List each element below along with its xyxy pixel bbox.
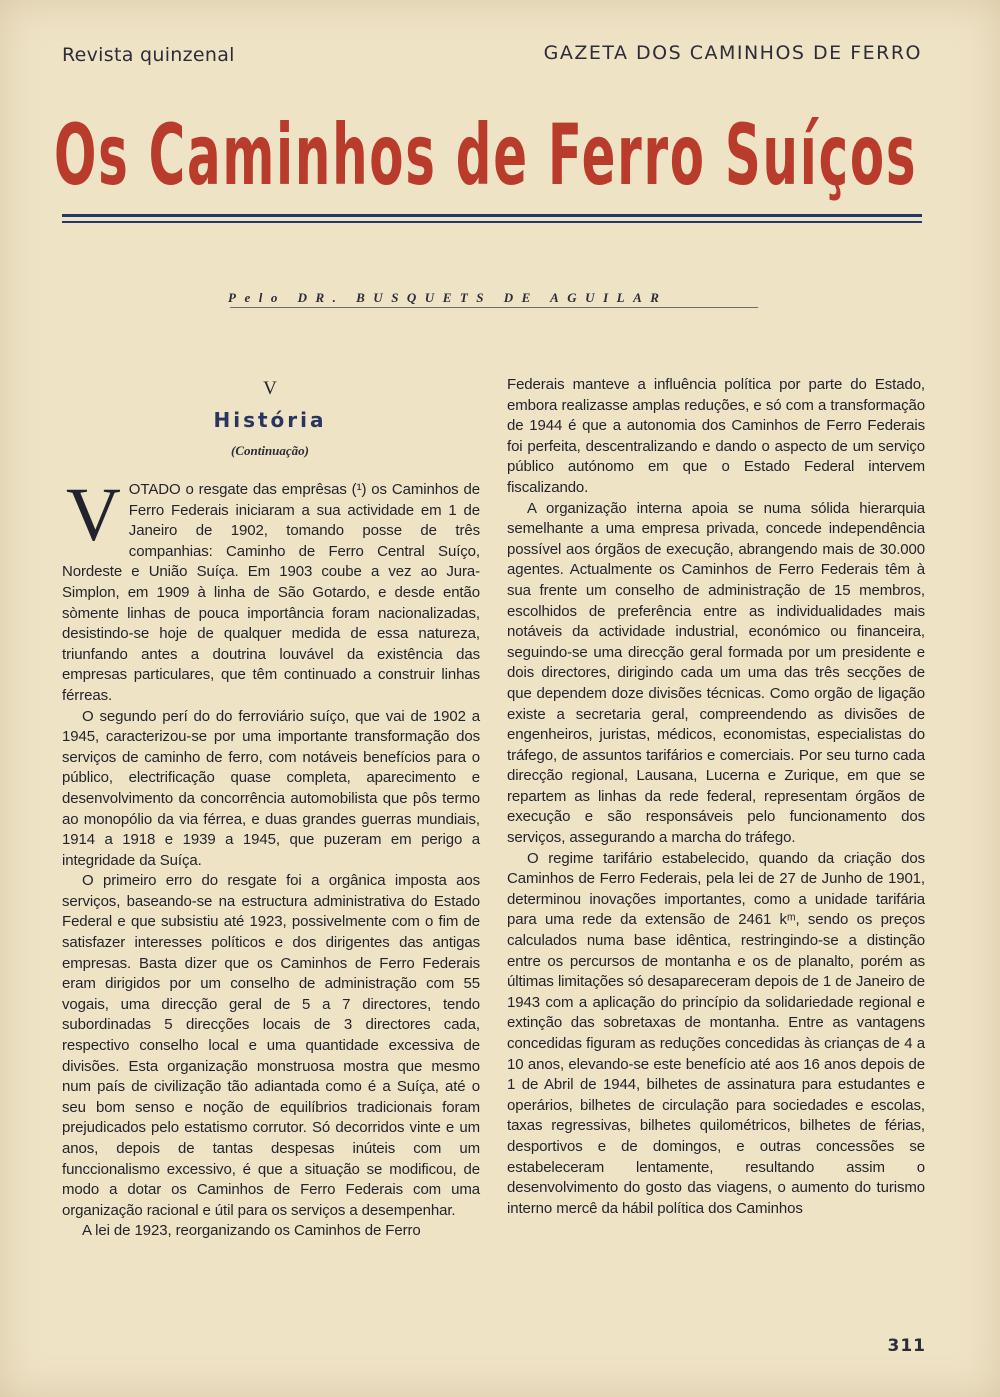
page-number: 311 xyxy=(887,1336,926,1356)
paragraph xyxy=(62,473,480,707)
section-number: V xyxy=(263,378,277,399)
section-subtitle: (Continuação) xyxy=(230,443,309,458)
paragraph: A organização interna apoia se numa sólida hierarquia semelhante a uma empresa privada, concede independência possível aos órgãos de execução, abrangendo mais de 30.000 agentes. Actualmente os Caminhos de Ferro Federais têm à sua frente um conselho de administração de 15 membros, escolhidos de preferência entre as individualidades mais notáveis da actividade industrial, económico ou financeira, seguindo-se uma direcção geral formada por um presidente e dois directores, dirigindo cada um uma das três secções de que dependem doze divisões técnicas. Como orgão de ligação existe a secretaria geral, compreendendo as divisões de engenheiros, juristas, médicos, economistas, especialistas do tráfego, de assuntos tarifários e comerciais. Por seu turno cada direcção regional, Lausana, Lucerna e Zurique, em que se repartem as linhas da rede federal, representam órgãos de execução e são responsáveis pelo funcionamento dos serviços, assegurando a marcha do tráfego. xyxy=(507,499,925,847)
title-rule-bottom xyxy=(62,221,922,223)
paragraph: O regime tarifário estabelecido, quando da criação dos Caminhos de Ferro Federais, pela lei de 27 de Junho de 1901, determinou inovações importantes, como a unidade tarifária para uma rede da extensão de 2461 kᵐ, sendo os preços calculados numa base idêntica, restringindo-se a distinção entre os percursos de montanha e os de planalto, porém as últimas limitações só desapareceram depois de 1 de Janeiro de 1943 com a aplicação do princípio da solidariedade regional e extinção das sobretaxas de montanha. Entre as vantagens concedidas figuram as reduções concedidas às crianças de 4 a 10 anos, elevando-se este benefício até aos 16 anos depois de 1 de Abril de 1944, bilhetes de assinatura para estudantes e operários, bilhetes de circulação para sociedades e escolas, taxas regressivas, bilhetes quilométricos, bilhetes de férias, desportivos e de domingos, e outras concessões se estabeleceram lentamente, resultando assim o desenvolvimento do gosto das viagens, o aumento do turismo interno mercê da hábil política dos Caminhos xyxy=(507,849,925,1217)
paragraph-text: OTADO o resgate das emprêsas (¹) os Caminhos de Ferro Federais iniciaram a sua actividade em 1 de Janeiro de 1902, tomando posse de três companhias: Caminho de Ferro Central Suíço, Nordeste e União Suíça. Em 1903 coube a vez ao Jura-Simplon, em 1909 à linha de São Gotardo, e desde então sòmente linhas de pouca importância foram nacionalizadas, desistindo-se hoje de qualquer medida de essa natureza, triunfando antes a doutrina louvável da existência das empresas particulares, que têm continuado a construir linhas férreas. xyxy=(62,481,480,704)
byline-rule xyxy=(230,307,758,308)
author-byline: Pelo DR. BUSQUETS DE AGUILAR xyxy=(228,290,668,305)
header-periodicity: Revista quinzenal xyxy=(62,44,235,66)
title-rule-top xyxy=(62,214,922,217)
section-title: História xyxy=(213,408,327,432)
article-title: Os Caminhos de Ferro Suíços xyxy=(54,105,918,205)
paragraph: O segundo perí do do ferroviário suíço, que vai de 1902 a 1945, caracterizou-se por uma importante transformação dos serviços de caminho de ferro, com notáveis benefícios para o público, electrificação quase completa, aparecimento e desenvolvimento da concorrência automobilista que pôs termo ao monopólio da via férrea, e duas grandes guerras mundiais, 1914 a 1918 e 1939 a 1945, que puzeram em perigo a integridade da Suíça. xyxy=(62,707,480,869)
header-journal-name: GAZETA DOS CAMINHOS DE FERRO xyxy=(543,42,922,64)
left-column xyxy=(62,473,480,1242)
right-column xyxy=(507,375,925,1219)
drop-cap: V xyxy=(66,473,121,557)
paragraph: O primeiro erro do resgate foi a orgânica imposta aos serviços, baseando-se na estructura administrativa do Estado Federal e que subsistiu até 1923, possivelmente com o fim de satisfazer interesses políticos e dos dirigentes das antigas empresas. Basta dizer que os Caminhos de Ferro Federais eram dirigidos por um conselho de administração com 55 vogais, uma direcção geral de 5 a 7 directores, tendo subordinadas 5 direcções locais de 3 directores cada, respectivo conselho local e uma quantidade excessiva de divisões. Esta organização monstruosa mostra que mesmo num país de civilização tão adiantada como é a Suíça, até o seu bom senso e noção de equilíbrios tradicionais foram prejudicados pelo estatismo corrutor. Só decorridos vinte e um anos, depois de tantas despesas inúteis com um funccionalismo excessivo, é que a situação se modificou, de modo a dotar os Caminhos de Ferro Federais com uma organização racional e útil para os serviços a desempenhar. xyxy=(62,872,480,1219)
paragraph: Federais manteve a influência política por parte do Estado, embora realizasse amplas reduções, e só com a transformação de 1944 é que a autonomia dos Caminhos de Ferro Federais foi perfeita, descentralizando e dando o aspecto de um serviço público autónomo em que o Estado Federal intervem fiscalizando. xyxy=(507,376,925,496)
paragraph: A lei de 1923, reorganizando os Caminhos de Ferro xyxy=(82,1222,421,1240)
